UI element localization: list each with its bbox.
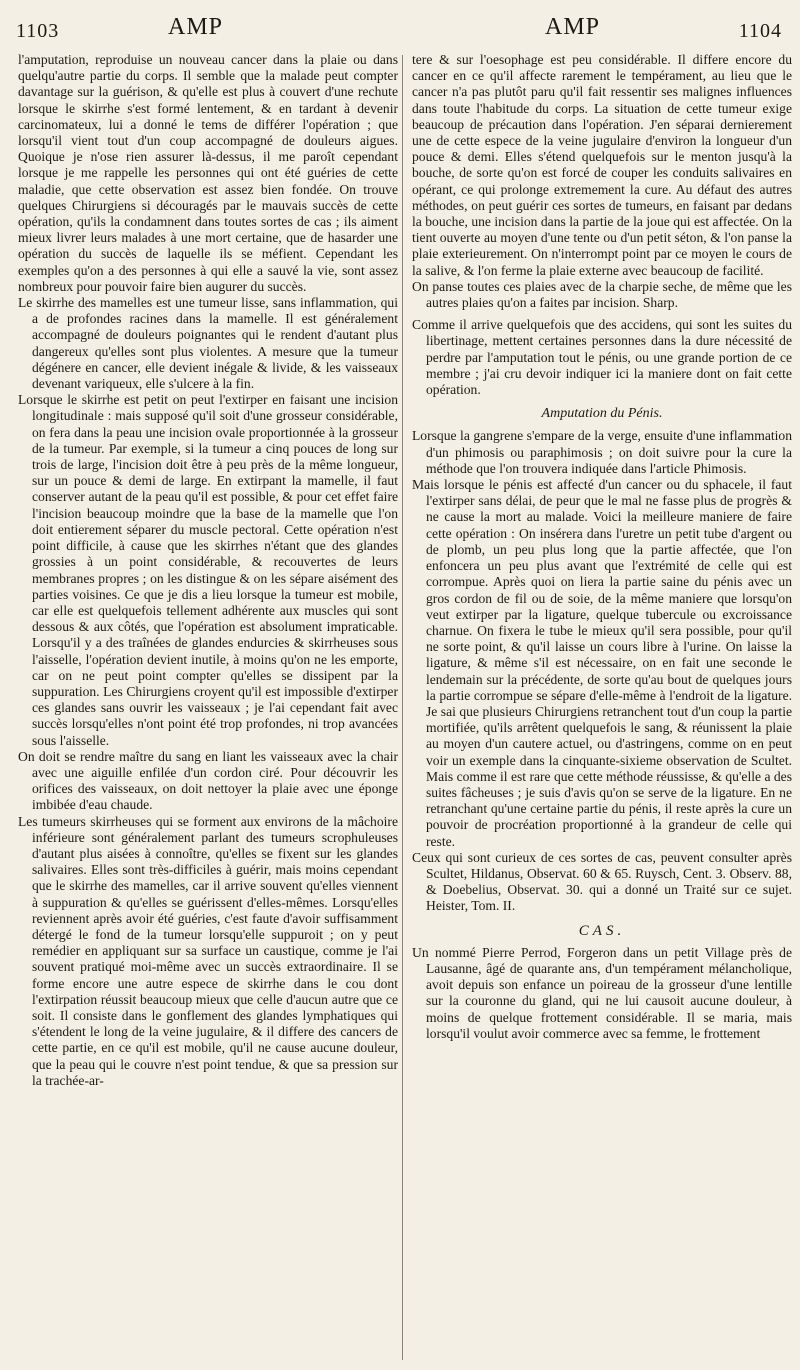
paragraph: Lorsque la gangrene s'empare de la verge, ensuite d'une inflammation d'un phimosis ou paraphimosis ; on doit suivre pour la cure la méthode que l'on trouvera indiquée dans l'article Phimosis.	[412, 428, 792, 476]
page-header	[0, 10, 800, 48]
paragraph: Un nommé Pierre Perrod, Forgeron dans un petit Village près de Lausanne, âgé de quarante ans, d'un tempérament mélancholique, avoit depuis son enfance un poireau de la grosseur d'une lentille sur la couronne du gland, qui ne lui causoit aucune douleur, à moins de quelque frottement considérable. Il se maria, mais lorsqu'il voulut avoir commerce avec sa femme, le frottement	[412, 944, 792, 1041]
case-heading: CAS.	[578, 922, 626, 939]
paragraph: l'amputation, reproduise un nouveau cancer dans la plaie ou dans quelqu'autre partie du corps. Il semble que la malade peut compter davantage sur la guérison, & qu'elle est plus à couvert d'une rechute lorsque le skirrhe s'est formé lentement, & en tardant à devenir carcinomateux, lui a donné le tems de différer l'opération ; que lorsqu'il vient tout d'un coup accompagné de douleurs aigues. Quoique je n'ose rien assurer là-dessus, il me paroît cependant lorsque je me rappelle les personnes qui ont été guéries de cette maladie, que cette observation est assez bien fondée. On trouve quelques Chirurgiens si découragés par le mauvais succès de cette opération, qu'ils la condamnent dans toutes sortes de cas ; ils aiment mieux livrer leurs malades à une mort certaine, que de hasarder une opération du succès de laquelle ils se méfient. Cependant les exemples qu'on a des personnes à qui elle a sauvé la vie, sont assez nombreux pour pouvoir faire bien augurer du succès.	[18, 52, 398, 294]
paragraph: On panse toutes ces plaies avec de la charpie seche, de même que les autres plaies qu'on a faites par incision. Sharp.	[412, 278, 792, 311]
paragraph: Le skirrhe des mamelles est une tumeur lisse, sans inflammation, qui a de profondes racines dans la mamelle. Il est généralement accompagné de douleurs poignantes qui le rendent d'autant plus dangereux qu'elles sont plus violentes. A mesure que la tumeur dégénere en cancer, elle devient inégale & livide, & les vaisseaux devenant variqueux, elle s'ulcere à la fin.	[18, 295, 398, 392]
left-page-number: 1103	[16, 20, 60, 42]
left-running-head: AMP	[168, 14, 224, 40]
paragraph: Mais lorsque le pénis est affecté d'un cancer ou du sphacele, il faut l'extirper sans délai, de peur que le mal ne fasse plus de progrès & ne cause la mort au malade. Voici la meilleure maniere de faire cette opération : On insérera dans l'uretre un petit tube d'argent ou de plomb, un peu plus long que la partie affectée, que l'on enfoncera un peu plus avant que l'extrémité de celle qui est corrompue. Après quoi on liera la partie saine du pénis avec un gros cordon de fil ou de soie, de la même maniere que lorsqu'on veut extirper par la ligature, quelque tubercule ou excroissance charnue. On fixera le tube le mieux qu'il sera possible, pour qu'il ne sorte point, & qu'il laisse un cours libre à l'urine. On laisse la ligature, & même s'il est nécessaire, on en fait une seconde le lendemain sur la précédente, de sorte qu'au bout de quelques jours la partie corrompue se sépare d'elle-même à l'endroit de la ligature. Je sai que plusieurs Chirurgiens retranchent tout d'un coup la partie mortifiée, qu'ils arrêtent quelquefois le sang, & réunissent la plaie au moyen d'un cautere actuel, ou d'astringens, comme on en peut voir un exemple dans la cinquante-sixieme observation de Scultet. Mais comme il est rare que cette méthode réussisse, & qu'elle a des suites fâcheuses ; je suis d'avis qu'on se serve de la ligature. En ne retranchant qu'une certaine partie du pénis, il reste après la cure un pouvoir de procréation proportionné à la grandeur de celle qui reste.	[412, 477, 792, 849]
paragraph: Ceux qui sont curieux de ces sortes de cas, peuvent consulter après Scultet, Hildanus, Observat. 60 & 65. Ruysch, Cent. 3. Observ. 88, & Doebelius, Observat. 30. qui a donné un Traité sur ce sujet. Heister, Tom. II.	[412, 849, 792, 914]
column-divider	[402, 55, 403, 1360]
right-page-number: 1104	[738, 20, 782, 42]
paragraph: tere & sur l'oesophage est peu considérable. Il differe encore du cancer en ce qu'il affecte rarement le tempérament, au lieu que le cancer n'a pas plutôt paru qu'il fait ressentir ses malignes influences dans toute l'habitude du corps. La situation de cette tumeur exige beaucoup de précaution dans l'opération. J'en séparai dernierement une de cette espece de la veine jugulaire d'environ la longueur d'un pouce & demi. Elles s'étend quelquefois sur le menton jusqu'à la bouche, de sorte qu'on est forcé de couper les conduits salivaires en opérant, ce qui prolonge extremement la cure. Au défaut des autres méthodes, on peut guérir ces sortes de tumeurs, en faisant par dedans la bouche, une incision dans la partie de la joue qui est affectée. On la tient ouverte au moyen d'une tente ou d'un petit séton, & l'on panse la plaie exterieurement. On n'interrompt point par ce moyen le cours de la salive, & l'on ferme la plaie externe avec beaucoup de facilité.	[412, 52, 792, 278]
right-column	[412, 52, 792, 1042]
paragraph: Les tumeurs skirrheuses qui se forment aux environs de la mâchoire inférieure sont généralement parlant des tumeurs scrophuleuses d'autant plus aisées à connoître, qu'elles se fixent sur les glandes salivaires. Elles sont très-difficiles à guérir, mais moins cependant que le skirrhe des mamelles, car il arrive souvent qu'elles viennent à suppuration & qu'elles se guérissent d'elles-mêmes. Lorsqu'elles reviennent après avoir été guéries, c'est faute d'avoir suffisamment détergé le fond de la tumeur lorsqu'elle suppuroit ; on y peut remédier en appliquant sur sa surface un caustique, comme je l'ai souvent pratiqué moi-même avec un succès extraordinaire. Il se forme encore une autre espece de skirrhe dans le cou dont l'extirpation réussit beaucoup mieux que celle d'aucun autre que ce soit. Il consiste dans le gonflement des glandes lymphatiques qui s'étendent le long de la veine jugulaire, & il differe des cancers de cette partie, en ce qu'il est mobile, qu'il ne cause aucune douleur, que la peau qui le couvre n'est point tendue, & que sa pression sur la trachée-ar-	[18, 813, 398, 1088]
paragraph: Lorsque le skirrhe est petit on peut l'extirper en faisant une incision longitudinale : mais supposé qu'il soit d'une grosseur considérable, on fera dans la peau une incision ovale proportionnée à la grosseur de la tumeur. Par exemple, si la tumeur a cinq pouces de long sur trois de large, l'incision doit être à peu près de la même longueur, sur un pouce & demi de large. En extirpant la mamelle, il faut conserver autant de la peau qu'il est possible, & pour cet effet faire l'incision beaucoup moindre que la base de la mamelle que l'on doit entierement séparer du muscle pectoral. Cette opération n'est point difficile, à cause que les skirrhes n'étant que des glandes grossies à un point considérable, & recouvertes de leurs membranes propres ; on les distingue & on les sépare aisément des parties voisines. Ce que je dis a lieu lorsque la tumeur est mobile, car elle est quelquefois tellement adhérente aux muscles qui sont dessous & aux côtés, que l'opération est absolument impraticable. Lorsqu'il y a des traînées de glandes endurcies & skirrheuses sous l'aisselle, l'opération devient inutile, à moins qu'on ne les emporte, car on ne peut point compter qu'elles se dissipent par la suppuration. Les Chirurgiens croyent qu'il est impossible d'extirper ces glandes sans ouvrir les vaisseaux ; je l'ai cependant fait avec succès lorsqu'elles n'ont point été trop profondes, ni trop avancées sous l'aisselle.	[18, 392, 398, 748]
paragraph: On doit se rendre maître du sang en liant les vaisseaux avec la chair avec une aiguille enfilée d'un cordon ciré. Pour découvrir les orifices des vaisseaux, on doit nettoyer la plaie avec une éponge imbibée d'eau chaude.	[18, 748, 398, 813]
right-running-head: AMP	[545, 14, 601, 40]
left-column	[18, 52, 398, 1089]
paragraph: Comme il arrive quelquefois que des accidens, qui sont les suites du libertinage, mettent certaines personnes dans la dure nécessité de perdre par l'amputation tout le pénis, ou une grande portion de ce membre ; j'ai cru devoir indiquer ici la maniere dont on fait cette opération.	[412, 317, 792, 398]
section-heading: Amputation du Pénis.	[541, 406, 663, 422]
